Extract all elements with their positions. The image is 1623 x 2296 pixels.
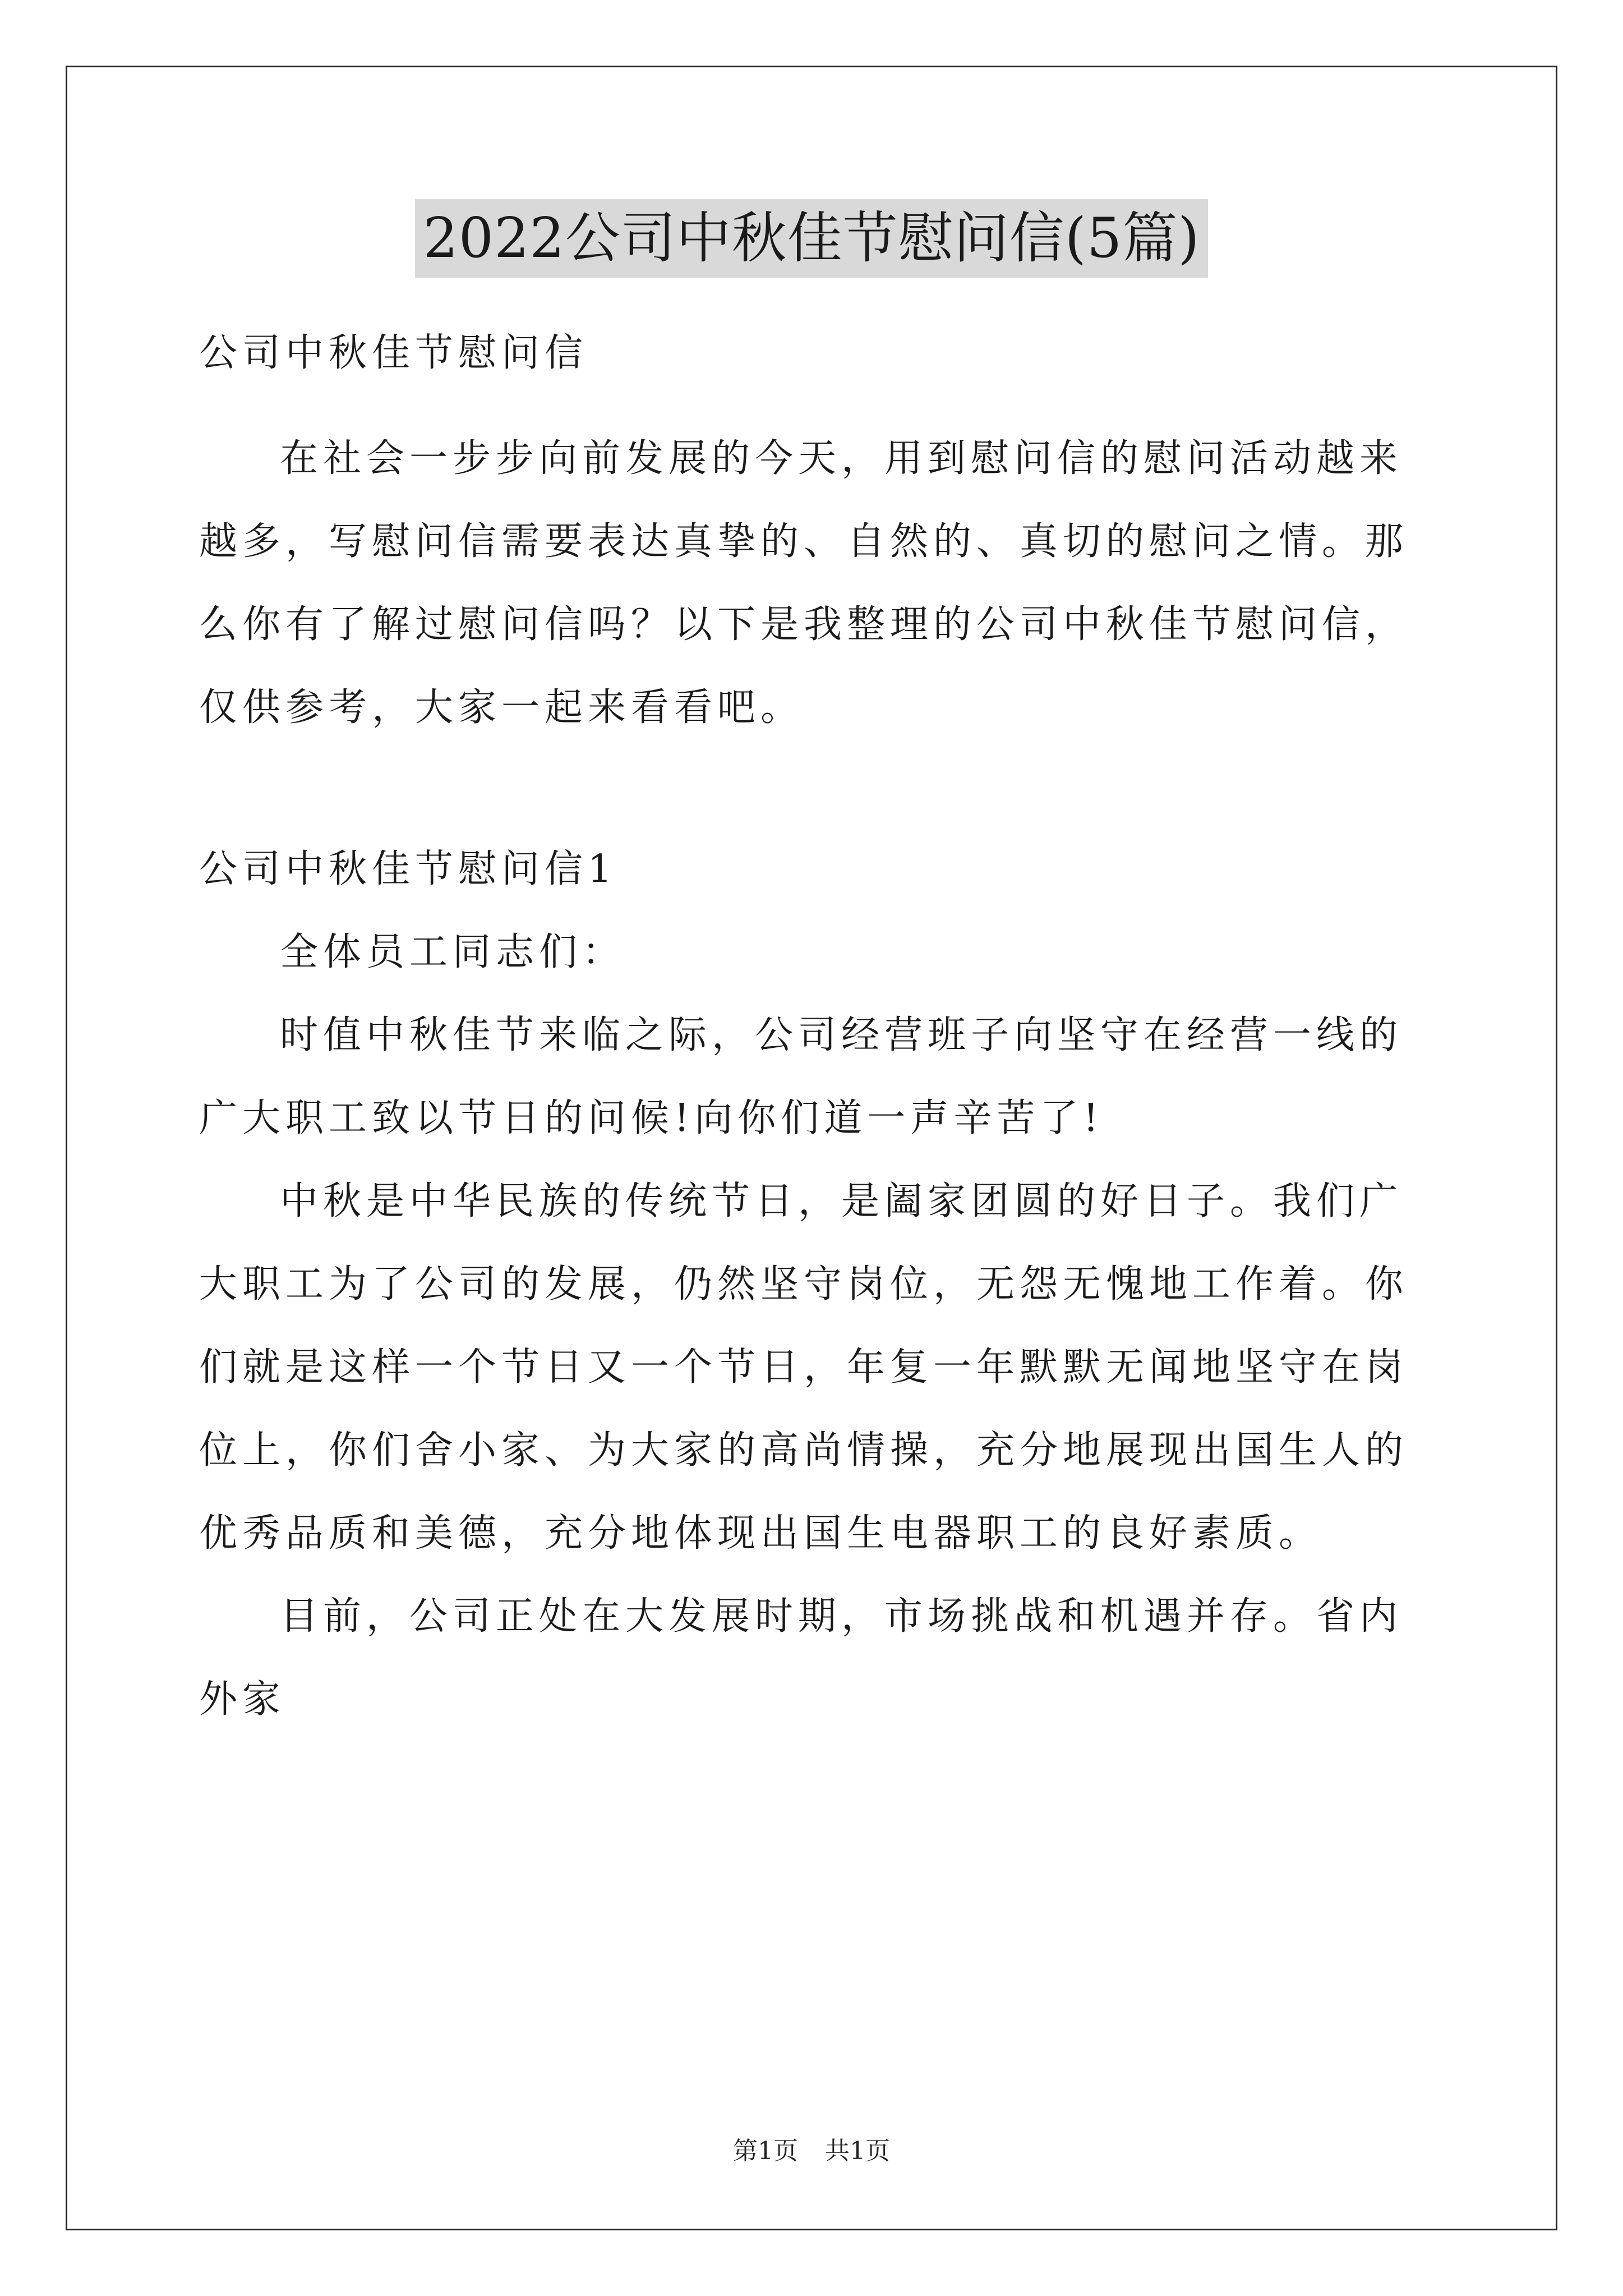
title-container <box>0 199 1623 278</box>
intro-paragraph: 在社会一步步向前发展的今天，用到慰问信的慰问活动越来越多，写慰问信需要表达真挚的、自然的、真切的慰问之情。那么你有了解过慰问信吗？以下是我整理的公司中秋佳节慰问信，仅供参考，大家一起来看看吧。 <box>199 436 1409 730</box>
page-footer <box>0 2134 1623 2168</box>
letter-1-paragraph: 目前，公司正处在大发展时期，市场挑战和机遇并存。省内外家 <box>199 1594 1403 1722</box>
document-title: 2022公司中秋佳节慰问信(5篇) <box>415 199 1207 278</box>
document-body <box>199 312 1433 1741</box>
letter-1-paragraph: 中秋是中华民族的传统节日，是阖家团圆的好日子。我们广大职工为了公司的发展，仍然坚守岗位，无怨无愧地工作着。你们就是这样一个节日又一个节日，年复一年默默无闻地坚守在岗位上，你们舍小家、为大家的高尚情操，充分地展现出国生人的优秀品质和美德，充分地体现出国生电器职工的良好素质。 <box>199 1179 1409 1556</box>
letter-1-paragraph: 时值中秋佳节来临之际，公司经营班子向坚守在经营一线的广大职工致以节日的问候!向你们道一声辛苦了! <box>199 1013 1403 1140</box>
section-spacer <box>199 749 1433 832</box>
page-total: 共1页 <box>825 2137 890 2165</box>
letter-1-heading: 公司中秋佳节慰问信1 <box>199 847 617 891</box>
page-number: 第1页 <box>733 2137 798 2165</box>
intro-heading: 公司中秋佳节慰问信 <box>199 331 588 375</box>
letter-1-salutation: 全体员工同志们： <box>280 930 626 974</box>
